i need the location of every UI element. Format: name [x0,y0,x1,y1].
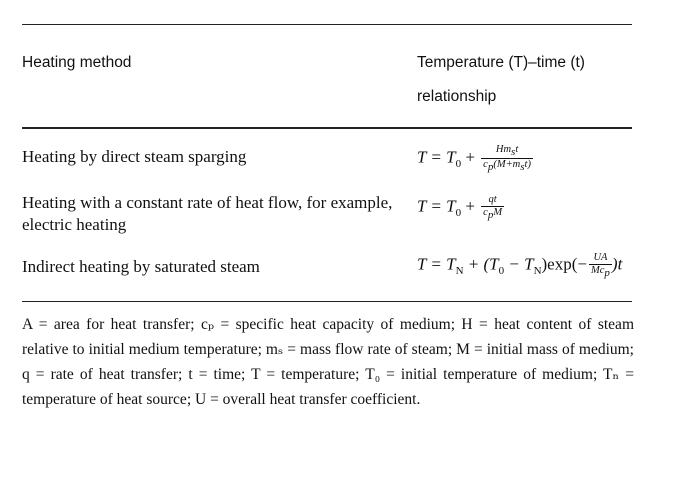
bottom-rule [22,301,632,302]
row-direct-steam-equation: $T = T_0$ + $\frac{Hm_st}{c_p(M+m_st)}$ [417,144,531,174]
fraction: $\frac{UA}{Mc_p}$ [590,252,610,280]
top-rule [22,24,632,25]
row-indirect-steam-method: Indirect heating by saturated steam [22,257,260,276]
table-footnote: A = area for heat transfer; cₚ = specific heat capacity of medium; H = heat content of steam relative to initial medium temperature; mₛ = mass flow rate of steam; M = initial mass of medium; q = rate of heat transfer; t = time; T = temperature; T₀ = initial temperature of medium; Tₙ = temperature of heat source; U = overall heat transfer coefficient. [22,316,634,408]
fraction: $\frac{Hm_st}{c_p(M+m_st)}$ [483,144,531,174]
header-rule [22,127,632,129]
header-heating-method: Heating method [22,54,132,71]
row-constant-heat-method: Heating with a constant rate of heat flow, for example, electric heating [22,193,393,234]
fraction: $\frac{qt}{c_pM}$ [483,194,503,222]
header-temperature-time: Temperature (T)–time (t) relationship [417,54,585,105]
row-direct-steam-method: Heating by direct steam sparging [22,147,247,166]
row-indirect-steam-equation: $T = T_N + (T_0 - T_N)\exp(-$ $\frac{UA}{Mc_p}$ )t [417,252,623,280]
row-constant-heat-equation: $T = T_0$ + $\frac{qt}{c_pM}$ [417,194,503,222]
